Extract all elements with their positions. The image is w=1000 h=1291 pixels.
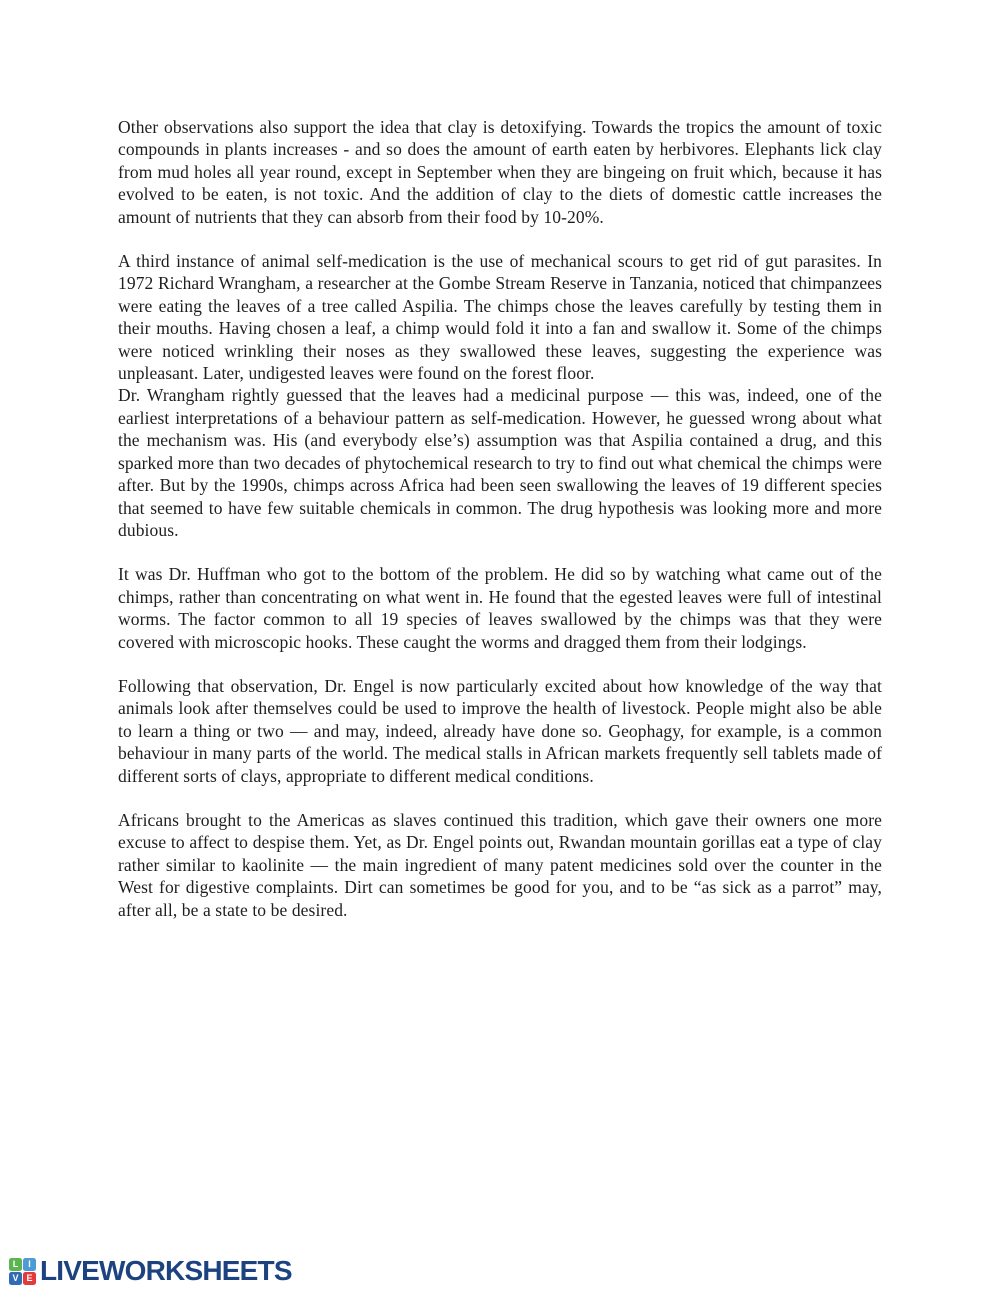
liveworksheets-wordmark: LIVEWORKSHEETS [40,1255,292,1286]
paragraph-africans-tradition: Africans brought to the Americas as slaves continued this tradition, which gave their owners one more excuse to affect to despise them. Yet, as Dr. Engel points out, Rwandan mountain gorillas eat a type of clay rather similar to kaolinite — the main ingredient of many patent medicines sold over the counter in the West for digestive complaints. Dirt can sometimes be good for you, and to be “as sick as a parrot” may, after all, be a state to be desired. [118,809,882,920]
liveworksheets-logo[interactable] [8,1255,292,1287]
paragraph-clay-detoxifying: Other observations also support the idea that clay is detoxifying. Towards the tropics the amount of toxic compounds in plants increases - and so does the amount of earth eaten by herbivores. Elephants lick clay from mud holes all year round, except in September when they are bingeing on fruit which, because it has evolved to be eaten, is not toxic. And the addition of clay to the diets of domestic cattle increases the amount of nutrients that they can absorb from their food by 10-20%. [118,117,882,227]
liveworksheets-grid-icon [8,1257,37,1286]
paragraph-mechanical-scours: A third instance of animal self-medication is the use of mechanical scours to get rid of gut parasites. In 1972 Richard Wrangham, a researcher at the Gombe Stream Reserve in Tanzania, noticed that chimpanzees were eating the leaves of a tree called Aspilia. The chimps chose the leaves carefully by testing them in their mouths. Having chosen a leaf, a chimp would fold it into a fan and swallow it. Some of the chimps were noticed wrinkling their noses as they swallowed these leaves, suggesting the experience was unpleasant. Later, undigested leaves were found on the forest floor. [118,251,882,384]
paragraph-huffman: It was Dr. Huffman who got to the bottom of the problem. He did so by watching what came out of the chimps, rather than concentrating on what went in. He found that the egested leaves were full of intestinal worms. The factor common to all 19 species of leaves swallowed by the chimps was that they were covered with microscopic hooks. These caught the worms and dragged them from their lodgings. [118,564,882,652]
reading-passage [118,116,882,921]
paragraph-engel-livestock: Following that observation, Dr. Engel is now particularly excited about how knowledge of the way that animals look after themselves could be used to improve the health of livestock. People might also be able to learn a thing or two — and may, indeed, already have done so. Geophagy, for example, is a common behaviour in many parts of the world. The medical stalls in African markets frequently sell tablets made of different sorts of clays, appropriate to different medical conditions. [118,675,882,786]
logo-square-i: I [23,1258,36,1271]
logo-square-v: V [9,1272,22,1285]
logo-square-e: E [23,1272,36,1285]
paragraph-wrangham-guess: Dr. Wrangham rightly guessed that the leaves had a medicinal purpose — this was, indeed, one of the earliest interpretations of a behaviour pattern as self-medication. However, he guessed wrong about what the mechanism was. His (and everybody else’s) assumption was that Aspilia contained a drug, and this sparked more than two decades of phytochemical research to try to find out what chemical the chimps were after. But by the 1990s, chimps across Africa had been seen swallowing the leaves of 19 different species that seemed to have few suitable chemicals in common. The drug hypothesis was looking more and more dubious. [118,385,882,540]
logo-square-l: L [9,1258,22,1271]
